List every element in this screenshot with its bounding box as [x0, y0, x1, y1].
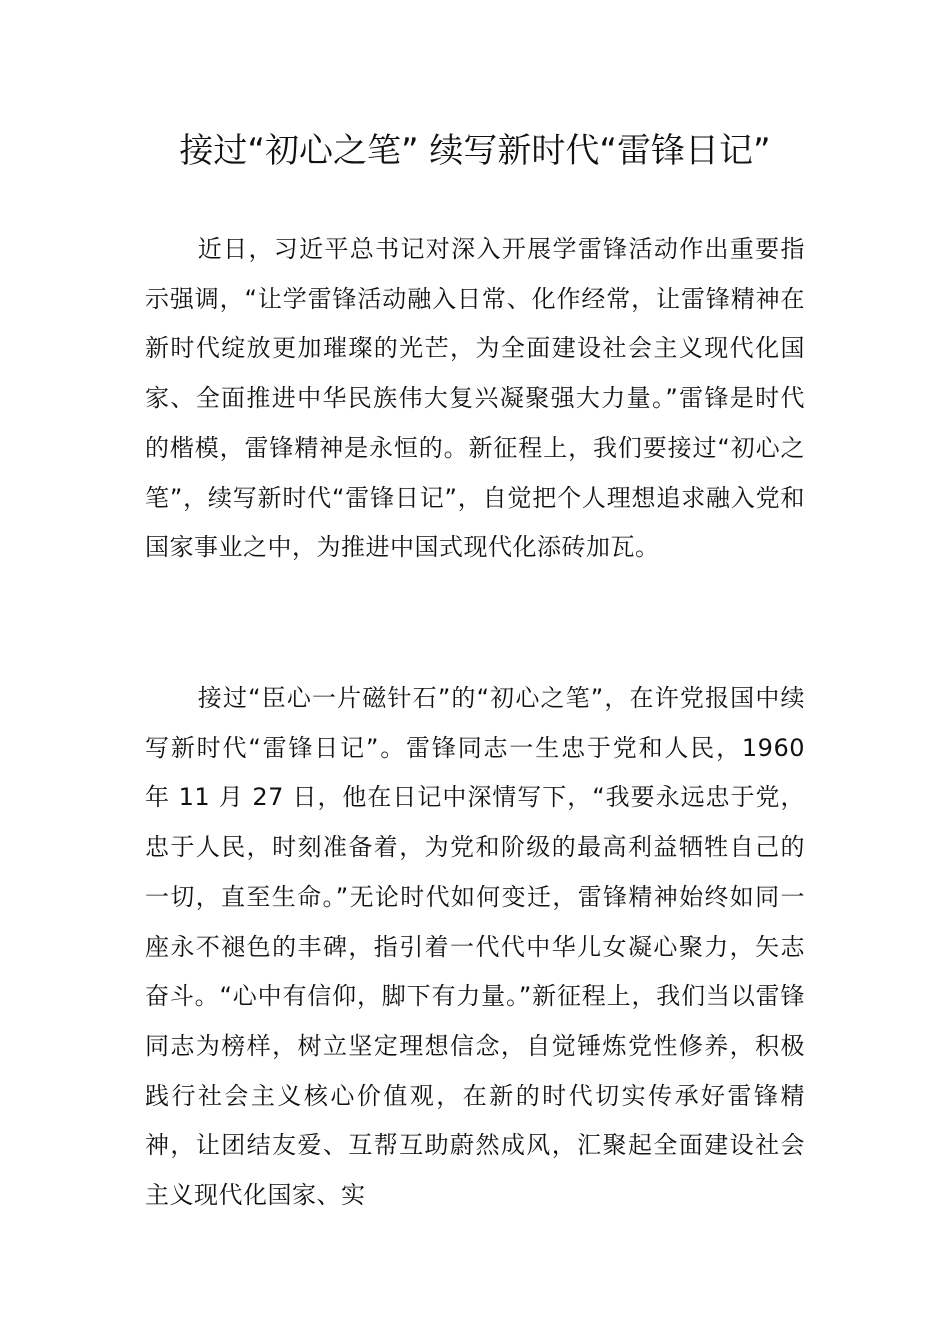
paragraph-1: 近日，习近平总书记对深入开展学雷锋活动作出重要指示强调，“让学雷锋活动融入日常、化作经常，让雷锋精神在新时代绽放更加璀璨的光芒，为全面建设社会主义现代化国家、全面推进中华民族伟大复兴凝聚强大力量。”雷锋是时代的楷模，雷锋精神是永恒的。新征程上，我们要接过“初心之笔”，续写新时代“雷锋日记”，自觉把个人理想追求融入党和国家事业之中，为推进中国式现代化添砖加瓦。	[145, 235, 805, 562]
document-title: 接过“初心之笔” 续写新时代“雷锋日记”	[179, 131, 771, 171]
paragraph-2: 接过“臣心一片磁针石”的“初心之笔”，在许党报国中续写新时代“雷锋日记”。雷锋同志一生忠于党和人民，1960 年 11 月 27 日，他在日记中深情写下，“我要永远忠于党，忠于人民，时刻准备着，为党和阶级的最高利益牺牲自己的一切，直至生命。”无论时代如何变迁，雷锋精神始终如同一座永不褪色的丰碑，指引着一代代中华儿女凝心聚力，矢志奋斗。“心中有信仰，脚下有力量。”新征程上，我们当以雷锋同志为榜样，树立坚定理想信念，自觉锤炼党性修养，积极践行社会主义核心价值观，在新的时代切实传承好雷锋精神，让团结友爱、互帮互助蔚然成风，汇聚起全面建设社会主义现代化国家、实	[145, 684, 805, 1210]
